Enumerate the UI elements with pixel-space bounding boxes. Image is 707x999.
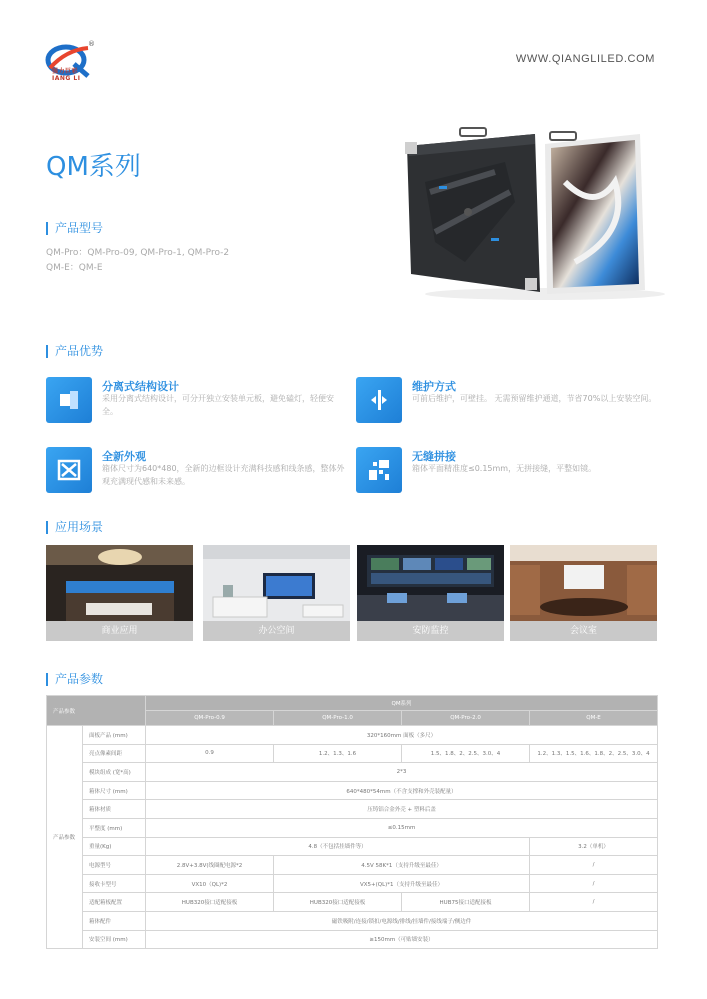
table-cell: 压铸铝合金外壳 + 塑料后盖: [146, 800, 658, 819]
model-header: QM-E: [530, 711, 658, 726]
advantages-heading: 产品优势: [46, 345, 103, 358]
table-row-label: 模块组成 (宽*高): [83, 763, 146, 782]
new-look-icon: [46, 447, 92, 493]
advantage-card-split-structure: [46, 377, 346, 427]
table-cell: 1.2、1.3、1.5、1.6、1.8、2、2.5、3.0、4: [530, 744, 658, 763]
page-title: QM系列: [46, 152, 141, 182]
product-hero-image: [395, 122, 665, 304]
advantage-desc: 可前后维护，可壁挂。 无需预留维护通道，节省70%以上安装空间。: [412, 394, 657, 403]
brand-small-text: 强力巨彩: [52, 68, 79, 75]
advantage-title: 分离式结构设计: [102, 380, 179, 393]
table-row: [47, 874, 658, 893]
params-table-body: [47, 696, 658, 949]
table-cell: 磁铁吸附/连接/锁扣/电源线/排线/挂墙件/接线端子/侧边件: [146, 911, 658, 930]
table-cell: /: [530, 893, 658, 912]
scene-caption: 安防监控: [357, 621, 504, 641]
table-cell: VX10（QL)*2: [146, 874, 274, 893]
table-row: [47, 818, 658, 837]
table-row-label: 平整度 (mm): [83, 818, 146, 837]
registered-mark: ®: [88, 40, 95, 48]
table-row-label: 适配箱板配置: [83, 893, 146, 912]
advantage-title: 无缝拼接: [412, 450, 456, 463]
table-cell: 0.9: [146, 744, 274, 763]
advantage-desc: 采用分离式结构设计，可分开独立安装单元板，避免磕灯，轻便安全。: [102, 394, 334, 416]
table-row-label: 电源型号: [83, 856, 146, 875]
table-cell: 1.2、1.3、1.6: [274, 744, 402, 763]
scene-commercial-image: [46, 545, 193, 641]
table-cell: /: [530, 874, 658, 893]
table-row-label: 接收卡型号: [83, 874, 146, 893]
params-table: [46, 695, 658, 949]
table-cell: HUB320接口适配接板: [274, 893, 402, 912]
table-cell: /: [530, 856, 658, 875]
table-row-label: 箱体配件: [83, 911, 146, 930]
table-row: [47, 856, 658, 875]
table-row: [47, 744, 658, 763]
table-cell: 2.8V+3.8V(线圈配电源*2: [146, 856, 274, 875]
table-row-label: 箱体尺寸 (mm): [83, 781, 146, 800]
table-row: [47, 930, 658, 949]
table-group-label: 产品参数: [47, 726, 83, 949]
models-list: [46, 246, 229, 276]
advantage-card-seamless: [356, 447, 656, 497]
table-row: [47, 763, 658, 782]
advantage-card-maintenance: [356, 377, 656, 427]
scene-caption: 会议室: [510, 621, 657, 641]
scene-office-image: [203, 545, 350, 641]
table-row: [47, 837, 658, 856]
table-cell: 2*3: [146, 763, 658, 782]
table-cell: 1.5、1.8、2、2.5、3.0、4: [402, 744, 530, 763]
table-series-label: QM系列: [146, 696, 658, 711]
model-header: QM-Pro-2.0: [402, 711, 530, 726]
models-line-pro: QM-Pro：QM-Pro-09, QM-Pro-1, QM-Pro-2: [46, 248, 230, 258]
scene-meeting-image: [510, 545, 657, 641]
table-cell: HUB75接口适配接板: [402, 893, 530, 912]
table-row-label: 箱体材质: [83, 800, 146, 819]
table-cell: ≤0.15mm: [146, 818, 658, 837]
table-row: [47, 781, 658, 800]
table-row: [47, 911, 658, 930]
model-header: QM-Pro-1.0: [274, 711, 402, 726]
advantage-desc: 箱体平面精准度≤0.15mm，无拼接缝，平整如镜。: [412, 464, 597, 473]
table-cell: 4.5V 58K*1（支持升级至最佳）: [274, 856, 530, 875]
maintenance-icon: [356, 377, 402, 423]
split-structure-icon: [46, 377, 92, 423]
model-header: QM-Pro-0.9: [146, 711, 274, 726]
table-cell: 3.2（单机）: [530, 837, 658, 856]
models-heading: 产品型号: [46, 222, 103, 235]
table-row-label: 重量(Kg): [83, 837, 146, 856]
seamless-icon: [356, 447, 402, 493]
website-url[interactable]: WWW.QIANGLILED.COM: [515, 53, 655, 65]
table-row-label: 安装空间 (mm): [83, 930, 146, 949]
table-corner-label: 产品参数: [47, 696, 146, 726]
advantage-title: 全新外观: [102, 450, 146, 463]
table-cell: HUB320接口适配接板: [146, 893, 274, 912]
advantage-card-new-look: [46, 447, 346, 497]
brand-wordmark: [52, 66, 80, 82]
table-cell: VX5+(QL)*1（支持升级至最佳）: [274, 874, 530, 893]
scene-security-image: [357, 545, 504, 641]
brand-latin-text: IANG LI: [52, 75, 81, 82]
table-cell: 640*480*54mm（不含支撑和外壳装配量）: [146, 781, 658, 800]
table-row-label: 亮点像素间距: [83, 744, 146, 763]
table-cell: 320*160mm 面板（多尺）: [146, 726, 658, 745]
scene-caption: 办公空间: [203, 621, 350, 641]
table-row-label: 面板产品 (mm): [83, 726, 146, 745]
table-cell: ≥150mm（可贴墙安装）: [146, 930, 658, 949]
table-row: [47, 726, 658, 745]
scenes-heading: 应用场景: [46, 521, 103, 534]
advantage-desc: 箱体尺寸为640*480，全新的边框设计充满科技感和线条感，整体外观充满现代感和未来感。: [102, 464, 345, 486]
models-line-e: QM-E：QM-E: [46, 263, 103, 273]
table-row: [47, 800, 658, 819]
params-heading: 产品参数: [46, 673, 103, 686]
scene-caption: 商业应用: [46, 621, 193, 641]
table-row: [47, 893, 658, 912]
table-header-row: [47, 696, 658, 711]
advantage-title: 维护方式: [412, 380, 456, 393]
table-cell: 4.8（不包括挂墙件等）: [146, 837, 530, 856]
